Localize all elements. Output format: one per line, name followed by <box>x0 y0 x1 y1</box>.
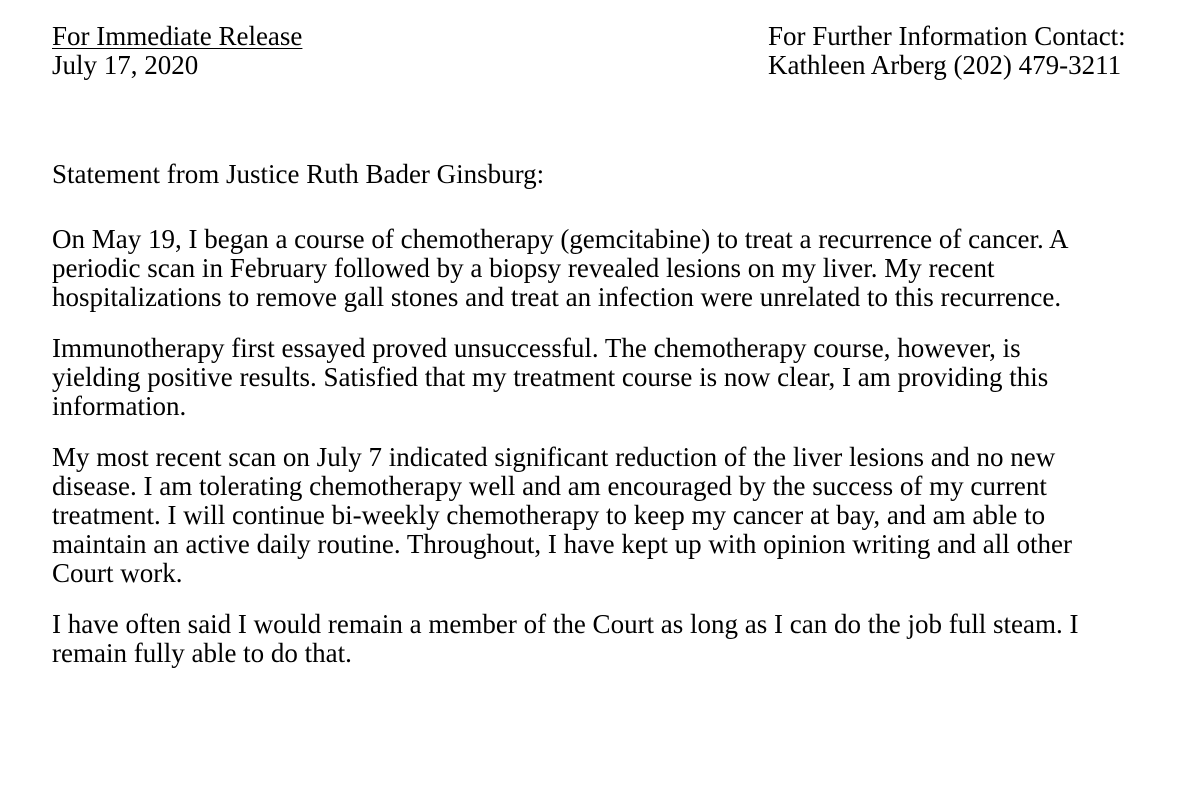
paragraph-line: remain fully able to do that. <box>52 638 352 668</box>
document-header <box>52 22 1162 86</box>
paragraph-line: Immunotherapy first essayed proved unsuccessful. The chemotherapy course, however, is <box>52 333 1021 363</box>
paragraph-line: treatment. I will continue bi-weekly chemotherapy to keep my cancer at bay, and am able to <box>52 500 1046 530</box>
release-block <box>52 22 302 80</box>
paragraph-line: hospitalizations to remove gall stones and treat an infection were unrelated to this recurrence. <box>52 282 1062 312</box>
paragraph-3 <box>52 443 1192 588</box>
paragraph-line: maintain an active daily routine. Throughout, I have kept up with opinion writing and all other <box>52 529 1073 559</box>
paragraph-line: periodic scan in February followed by a biopsy revealed lesions on my liver. My recent <box>52 253 995 283</box>
paragraph-line: My most recent scan on July 7 indicated significant reduction of the liver lesions and no new <box>52 442 1056 472</box>
contact-name-phone: Kathleen Arberg (202) 479-3211 <box>768 50 1122 80</box>
contact-block <box>768 22 1126 80</box>
statement-intro: Statement from Justice Ruth Bader Ginsburg: <box>52 159 545 189</box>
paragraph-4 <box>52 610 1192 668</box>
statement-body <box>52 225 1192 690</box>
contact-label: For Further Information Contact: <box>768 21 1126 51</box>
paragraph-2 <box>52 334 1192 421</box>
paragraph-line: Court work. <box>52 558 183 588</box>
paragraph-line: yielding positive results. Satisfied that my treatment course is now clear, I am providing this <box>52 362 1049 392</box>
paragraph-line: disease. I am tolerating chemotherapy well and am encouraged by the success of my current <box>52 471 1047 501</box>
paragraph-1 <box>52 225 1192 312</box>
release-date: July 17, 2020 <box>52 50 199 80</box>
paragraph-line: I have often said I would remain a member of the Court as long as I can do the job full steam. I <box>52 609 1079 639</box>
release-label: For Immediate Release <box>52 21 303 51</box>
paragraph-line: On May 19, I began a course of chemotherapy (gemcitabine) to treat a recurrence of cancer. A <box>52 224 1069 254</box>
paragraph-line: information. <box>52 391 187 421</box>
